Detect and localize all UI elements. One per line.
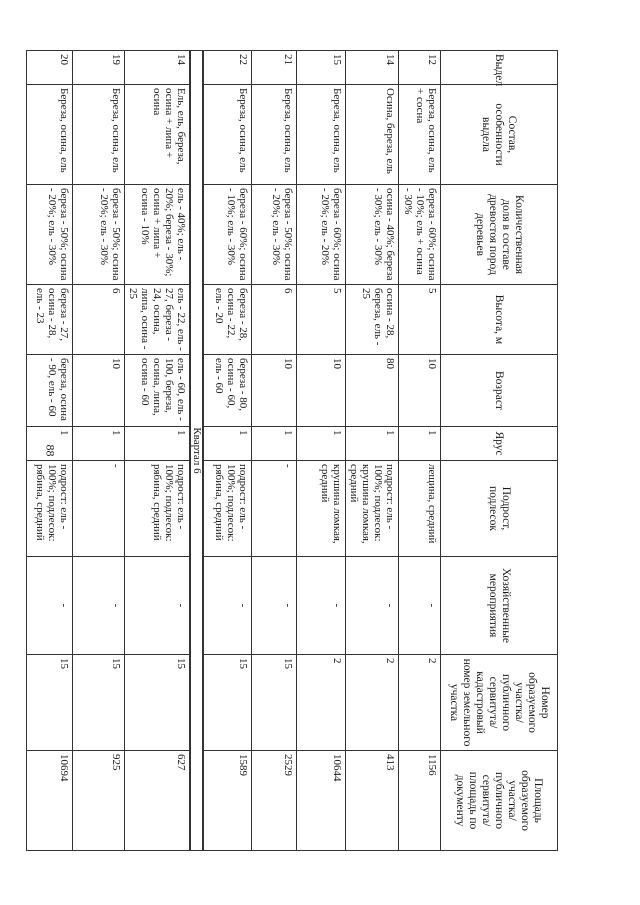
cell-undergrowth: подрост: ель - 100%; подлесок: рябина, средний [27, 461, 73, 557]
cell-height: ель - 22, ель - 27, береза - 24, осина, липа, осина - 25 [125, 285, 191, 355]
cell-composition: Ель, ель, береза, осина + липа + осина [125, 85, 191, 185]
cell-activities: - [252, 557, 297, 655]
cell-height: 5 [399, 285, 441, 355]
header-undergrowth: Подрост, подлесок [441, 461, 558, 557]
table-row [125, 51, 191, 851]
cell-composition: Береза, осина, ель [27, 85, 73, 185]
cell-age: береза, осина - 90, ель - 60 [27, 355, 73, 427]
header-plot-number: Номер образуемого участка/ публичного сервитута/кадастровый номер земельного участка [441, 655, 558, 751]
cell-height: береза - 28, осина - 22, ель - 20 [204, 285, 252, 355]
header-row [441, 51, 558, 851]
table-row [252, 51, 297, 851]
cell-share: береза - 50%; осина - 20%; ель - 30% [73, 185, 125, 285]
cell-undergrowth: подрост: ель - 100%; подлесок: крушина ломкая, средний [346, 461, 399, 557]
cell-plot-number: 15 [252, 655, 297, 751]
table-body-group-b [27, 51, 191, 851]
cell-tier: 1 [73, 427, 125, 461]
table-row [346, 51, 399, 851]
cell-plot-number: 15 [125, 655, 191, 751]
header-tier: Ярус [441, 427, 558, 461]
cell-age: береза - 80, осина - 60, ель - 60 [204, 355, 252, 427]
cell-activities: - [346, 557, 399, 655]
header-vydel: Выдел [441, 51, 558, 85]
cell-share: береза - 60%; осина - 10%; ель - 30% [204, 185, 252, 285]
cell-vydel: 14 [346, 51, 399, 85]
header-age: Возраст [441, 355, 558, 427]
cell-plot-number: 15 [73, 655, 125, 751]
cell-share: ель - 40%; ель - 20%; береза - 30%; осина + липа + осина - 10% [125, 185, 191, 285]
quarter-divider-row [191, 51, 204, 851]
cell-area: 413 [346, 751, 399, 851]
cell-tier: 1 [252, 427, 297, 461]
cell-activities: - [125, 557, 191, 655]
cell-area: 10694 [27, 751, 73, 851]
cell-undergrowth: - [73, 461, 125, 557]
cell-composition: Береза, осина, ель [297, 85, 346, 185]
cell-age: 10 [399, 355, 441, 427]
cell-tier: 1 [125, 427, 191, 461]
cell-composition: Осина, береза, ель [346, 85, 399, 185]
table-row [399, 51, 441, 851]
cell-tier: 1 [297, 427, 346, 461]
cell-age: 10 [73, 355, 125, 427]
cell-share: береза - 60%; осина - 20%; ель - 20% [297, 185, 346, 285]
cell-vydel: 15 [297, 51, 346, 85]
cell-height: 6 [252, 285, 297, 355]
table-row [73, 51, 125, 851]
cell-activities: - [73, 557, 125, 655]
table-row [27, 51, 73, 851]
cell-vydel: 12 [399, 51, 441, 85]
cell-vydel: 14 [125, 51, 191, 85]
forest-inventory-table [26, 50, 558, 851]
header-activities: Хозяйственные мероприятия [441, 557, 558, 655]
cell-area: 627 [125, 751, 191, 851]
cell-share: осина - 40%; береза - 30%; ель - 30% [346, 185, 399, 285]
cell-tier: 1 [27, 427, 73, 461]
cell-plot-number: 15 [27, 655, 73, 751]
cell-activities: - [204, 557, 252, 655]
cell-area: 1156 [399, 751, 441, 851]
cell-composition: Береза, осина, ель [73, 85, 125, 185]
cell-area: 925 [73, 751, 125, 851]
cell-area: 10644 [297, 751, 346, 851]
cell-age: 10 [297, 355, 346, 427]
cell-tier: 1 [399, 427, 441, 461]
cell-share: береза - 50%; осина - 20%; ель - 30% [27, 185, 73, 285]
cell-age: 80 [346, 355, 399, 427]
table-row [297, 51, 346, 851]
cell-vydel: 19 [73, 51, 125, 85]
cell-share: береза - 50%; осина - 20%; ель - 30% [252, 185, 297, 285]
cell-area: 1589 [204, 751, 252, 851]
cell-age: ель - 60, ель - 100, береза, осина, липа, осина - 60 [125, 355, 191, 427]
cell-undergrowth: лещина, средний [399, 461, 441, 557]
cell-vydel: 20 [27, 51, 73, 85]
cell-plot-number: 2 [297, 655, 346, 751]
cell-height: осина - 28, береза, ель - 25 [346, 285, 399, 355]
cell-composition: Береза, осина, ель [204, 85, 252, 185]
cell-activities: - [27, 557, 73, 655]
cell-vydel: 22 [204, 51, 252, 85]
cell-plot-number: 2 [346, 655, 399, 751]
page-number: 88 [43, 444, 58, 457]
cell-age: 10 [252, 355, 297, 427]
cell-height: береза - 27, осина - 28, ель - 23 [27, 285, 73, 355]
cell-activities: - [297, 557, 346, 655]
cell-undergrowth: - [252, 461, 297, 557]
cell-area: 2529 [252, 751, 297, 851]
cell-tier: 1 [346, 427, 399, 461]
cell-tier: 1 [204, 427, 252, 461]
cell-height: 5 [297, 285, 346, 355]
cell-undergrowth: подрост: ель - 100%; подлесок: рябина, средний [125, 461, 191, 557]
cell-plot-number: 15 [204, 655, 252, 751]
table-row [204, 51, 252, 851]
header-height: Высота, м [441, 285, 558, 355]
header-composition: Состав, особенности выдела [441, 85, 558, 185]
cell-height: 6 [73, 285, 125, 355]
cell-undergrowth: подрост: ель - 100%; подлесок: рябина, средний [204, 461, 252, 557]
cell-vydel: 21 [252, 51, 297, 85]
cell-undergrowth: крушина ломкая, средний [297, 461, 346, 557]
cell-composition: Береза, осина, ель [252, 85, 297, 185]
cell-composition: Береза, осина, ель + сосна [399, 85, 441, 185]
cell-share: береза - 60%; осина - 10%; ель + осина - 30% [399, 185, 441, 285]
cell-activities: - [399, 557, 441, 655]
header-share: Количественная доля в составе древостоя пород деревьев [441, 185, 558, 285]
header-area: Площадь образуемого участка/ публичного сервитута/площадь по документу [441, 751, 558, 851]
table-body-group-a [204, 51, 441, 851]
quarter-label: Квартал 6 [191, 51, 204, 851]
cell-plot-number: 2 [399, 655, 441, 751]
